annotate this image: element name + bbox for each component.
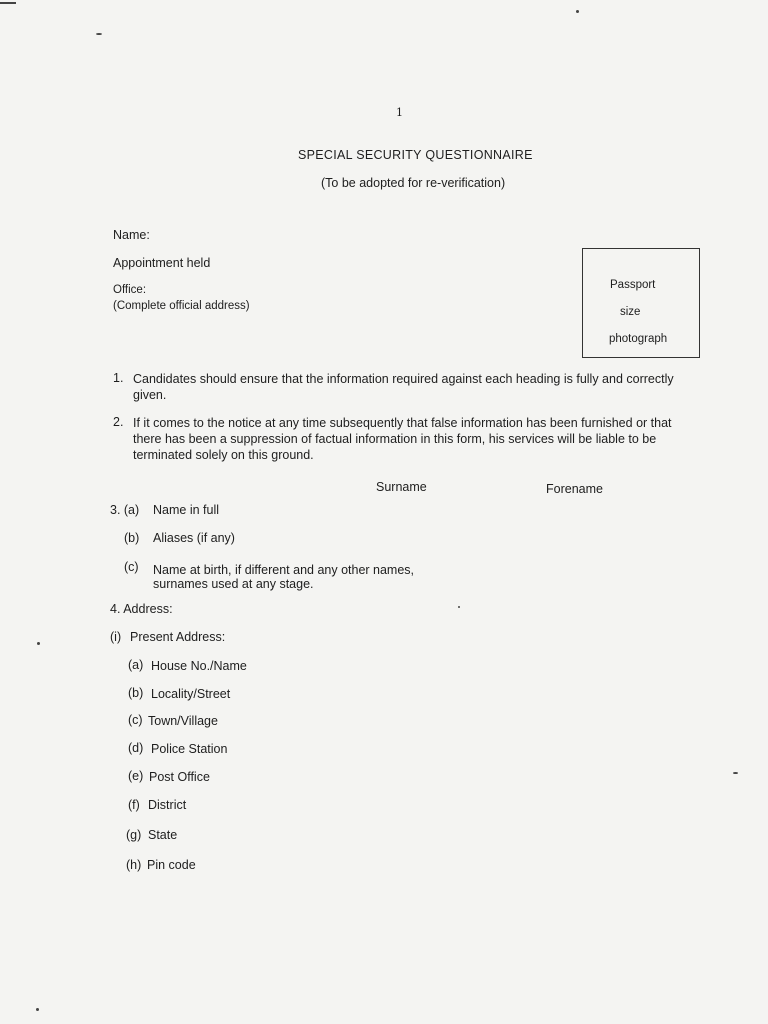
scan-speck — [37, 642, 40, 645]
scan-speck — [733, 772, 738, 774]
passport-photo-box — [582, 248, 700, 358]
scan-speck — [36, 1008, 39, 1011]
question-4-heading: 4. Address: — [110, 602, 173, 616]
page-title: SPECIAL SECURITY QUESTIONNAIRE — [298, 148, 533, 162]
scan-speck — [0, 2, 16, 4]
question-3b-label: (b) — [124, 531, 140, 545]
address-item-label: (h) — [126, 858, 142, 872]
appointment-field-label: Appointment held — [113, 256, 211, 270]
address-item: Police Station — [151, 742, 228, 756]
address-item: Post Office — [149, 770, 210, 784]
question-4i-label: (i) — [110, 630, 122, 644]
question-3c-label: (c) — [124, 560, 139, 574]
address-item-label: (g) — [126, 828, 142, 842]
address-item: Pin code — [147, 858, 196, 872]
instruction-line: Candidates should ensure that the information required against each heading is fully and correctly — [133, 372, 674, 386]
question-4i-text: Present Address: — [130, 630, 226, 644]
address-item: Locality/Street — [151, 687, 231, 701]
instruction-number: 1. — [113, 371, 124, 385]
question-3b-text: Aliases (if any) — [153, 531, 235, 545]
photo-box-line: Passport — [610, 279, 656, 291]
address-item: Town/Village — [148, 714, 218, 728]
instruction-line: given. — [133, 388, 167, 402]
forename-column-header: Forename — [546, 482, 603, 496]
instruction-line: terminated solely on this ground. — [133, 448, 314, 462]
office-field-note: (Complete official address) — [113, 300, 250, 312]
address-item-label: (e) — [128, 769, 144, 783]
photo-box-line: photograph — [609, 333, 668, 345]
photo-box-line: size — [620, 306, 641, 318]
instruction-number: 2. — [113, 415, 124, 429]
instruction-1 — [133, 371, 723, 403]
instruction-line: there has been a suppression of factual information in this form, his services will be liable to be — [133, 432, 657, 446]
page-number: 1 — [396, 106, 403, 119]
instruction-line: If it comes to the notice at any time subsequently that false information has been furnished or that — [133, 416, 672, 430]
address-item-label: (b) — [128, 686, 144, 700]
address-item: House No./Name — [151, 659, 247, 673]
question-3c-text: surnames used at any stage. — [153, 577, 314, 591]
scan-speck — [458, 606, 460, 608]
address-item-label: (a) — [128, 658, 144, 672]
question-3a-text: Name in full — [153, 503, 219, 517]
question-3c-text: Name at birth, if different and any other names, — [153, 563, 415, 577]
name-field-label: Name: — [113, 228, 150, 242]
scan-speck — [96, 33, 102, 35]
office-field-label: Office: — [113, 284, 147, 296]
question-3-number: 3. (a) — [110, 503, 140, 517]
surname-column-header: Surname — [376, 480, 427, 494]
address-item: District — [148, 798, 187, 812]
instruction-2 — [133, 415, 723, 463]
address-item-label: (f) — [128, 798, 140, 812]
page-subtitle: (To be adopted for re-verification) — [321, 176, 506, 190]
address-item-label: (c) — [128, 713, 143, 727]
scan-speck — [576, 10, 579, 13]
address-item-label: (d) — [128, 741, 144, 755]
address-item: State — [148, 828, 178, 842]
